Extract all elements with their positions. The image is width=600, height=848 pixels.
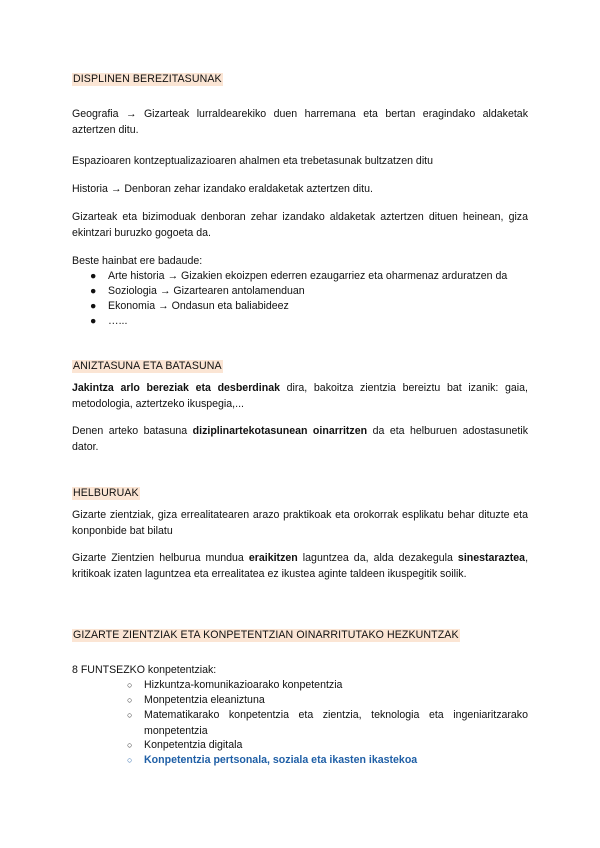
bullet-icon: ● bbox=[90, 285, 97, 297]
paragraph-helburua bbox=[72, 550, 528, 582]
text-run: Gizarte Zientzien helburua mundua bbox=[72, 552, 249, 564]
paragraph-batasuna bbox=[72, 423, 528, 455]
circle-bullet-icon: ○ bbox=[127, 680, 133, 690]
paragraph-beste-hainbat: Beste hainbat ere badaude: bbox=[72, 255, 203, 267]
section-heading-competences: GIZARTE ZIENTZIAK ETA KONPETENTZIAN OINARRITUTAKO HEZKUNTZAK bbox=[73, 629, 459, 641]
list-item-highlighted bbox=[127, 752, 528, 768]
bold-text: eraikitzen bbox=[248, 552, 298, 564]
paragraph-geografia: Geografia → Gizarteak lurraldearekiko duen harremana eta bertan eragindako aldaketak aztertzen ditu. bbox=[72, 108, 528, 136]
list-item-text: Hizkuntza-komunikazioarako konpetentzia bbox=[144, 679, 343, 691]
circle-bullet-icon: ○ bbox=[127, 755, 133, 765]
circle-bullet-icon: ○ bbox=[127, 740, 133, 750]
section-heading-goals: HELBURUAK bbox=[73, 487, 139, 499]
paragraph-gizarte-zientziak: Gizarte zientziak, giza errealitatearen arazo praktikoak eta orokorrak esplikatu behar dituzte eta konponbide bat bilatu bbox=[72, 509, 528, 537]
list-item-text: Monpetentzia eleaniztuna bbox=[144, 694, 265, 706]
bold-text: sinestaraztea bbox=[457, 552, 526, 564]
list-item-text: Matematikarako konpetentzia eta zientzia, teknologia eta ingeniaritzarako monpetentzia bbox=[144, 709, 528, 737]
bullet-icon: ● bbox=[90, 315, 97, 327]
paragraph-espazioa: Espazioaren kontzeptualizazioaren ahalmen eta trebetasunak bultzatzen ditu bbox=[72, 155, 434, 167]
paragraph-funtsezko: 8 FUNTSEZKO konpetentziak: bbox=[72, 664, 217, 676]
list-item bbox=[127, 737, 528, 753]
text-run: laguntzea da, alda dezakegula bbox=[297, 552, 458, 564]
bullet-icon: ● bbox=[90, 300, 97, 312]
bullet-icon: ● bbox=[90, 270, 97, 282]
list-item-text: Ekonomia → Ondasun eta baliabideez bbox=[108, 300, 289, 312]
paragraph-historia: Historia → Denboran zehar izandako eraldaketak aztertzen ditu. bbox=[72, 183, 373, 195]
paragraph-jakintza bbox=[72, 380, 528, 412]
text-run: Denen arteko batasuna bbox=[72, 425, 193, 437]
bold-text: Jakintza arlo bereziak eta desberdinak bbox=[72, 382, 280, 394]
list-item bbox=[127, 707, 528, 739]
circle-bullet-icon: ○ bbox=[127, 710, 133, 720]
list-item bbox=[127, 677, 528, 693]
list-item-text: Arte historia → Gizakien ekoizpen ederren ezaugarriez eta oharmenaz arduratzen da bbox=[108, 270, 508, 282]
list-item-text: Soziologia → Gizartearen antolamenduan bbox=[108, 285, 305, 297]
circle-bullet-icon: ○ bbox=[127, 695, 133, 705]
list-item-text: …... bbox=[108, 315, 128, 327]
section-heading-diversity: ANIZTASUNA ETA BATASUNA bbox=[73, 360, 222, 372]
text-run: da eta helburuen adostasunetik dator. bbox=[72, 425, 528, 453]
bold-text: diziplinartekotasunean oinarritzen bbox=[192, 425, 368, 437]
list-item-text: Konpetentzia digitala bbox=[144, 739, 243, 751]
text-run: dira, bakoitza zientzia bereiztu bat izanik: gaia, metodologia, aztertzeko ikuspegia,... bbox=[72, 382, 528, 410]
text-run: , kritikoak izaten laguntzea eta errealitatea ez ikustea aginte taldeen ikuspegitik soilik. bbox=[72, 552, 529, 580]
paragraph-gizarteak: Gizarteak eta bizimoduak denboran zehar izandako aldaketak aztertzen dituen heinean, giza ekintzari buruzko gogoeta da. bbox=[72, 211, 528, 239]
list-item-text: Konpetentzia pertsonala, soziala eta ikasten ikastekoa bbox=[144, 754, 418, 766]
section-heading-disciplines: DISPLINEN BEREZITASUNAK bbox=[73, 73, 222, 85]
list-item bbox=[127, 692, 528, 708]
